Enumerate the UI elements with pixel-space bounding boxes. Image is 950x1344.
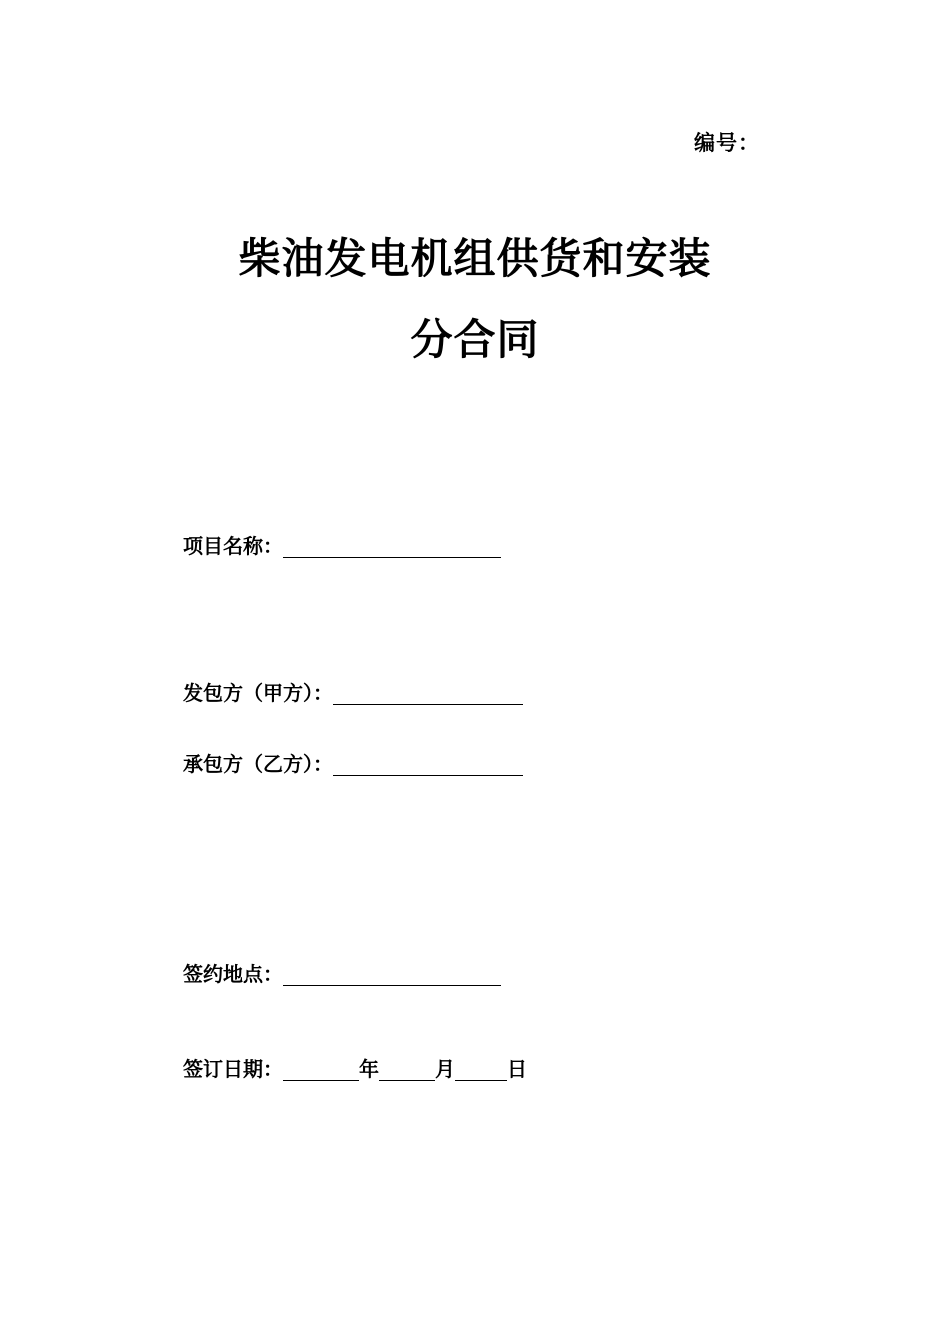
party-a-label: 发包方（甲方）： bbox=[183, 681, 333, 705]
document-number-label: 编号： bbox=[694, 130, 760, 155]
day-unit: 日 bbox=[507, 1057, 527, 1081]
project-name-label: 项目名称： bbox=[183, 534, 283, 558]
month-unit: 月 bbox=[435, 1057, 455, 1081]
project-name-blank[interactable] bbox=[283, 535, 501, 558]
party-b-label: 承包方（乙方）： bbox=[183, 752, 333, 776]
signing-date-label: 签订日期： bbox=[183, 1057, 283, 1081]
day-blank[interactable] bbox=[455, 1058, 507, 1081]
signing-place-blank[interactable] bbox=[283, 963, 501, 986]
month-blank[interactable] bbox=[379, 1058, 435, 1081]
signing-date-row bbox=[183, 1053, 527, 1082]
party-b-row bbox=[183, 748, 523, 777]
project-name-row bbox=[183, 530, 501, 559]
party-a-row bbox=[183, 677, 523, 706]
party-a-blank[interactable] bbox=[333, 682, 523, 705]
year-unit: 年 bbox=[359, 1057, 379, 1081]
contract-title: 柴油发电机组供货和安装 bbox=[238, 234, 712, 283]
party-b-blank[interactable] bbox=[333, 753, 523, 776]
signing-place-row bbox=[183, 958, 501, 987]
contract-subtitle: 分合同 bbox=[410, 315, 540, 364]
signing-place-label: 签约地点： bbox=[183, 962, 283, 986]
year-blank[interactable] bbox=[283, 1058, 359, 1081]
